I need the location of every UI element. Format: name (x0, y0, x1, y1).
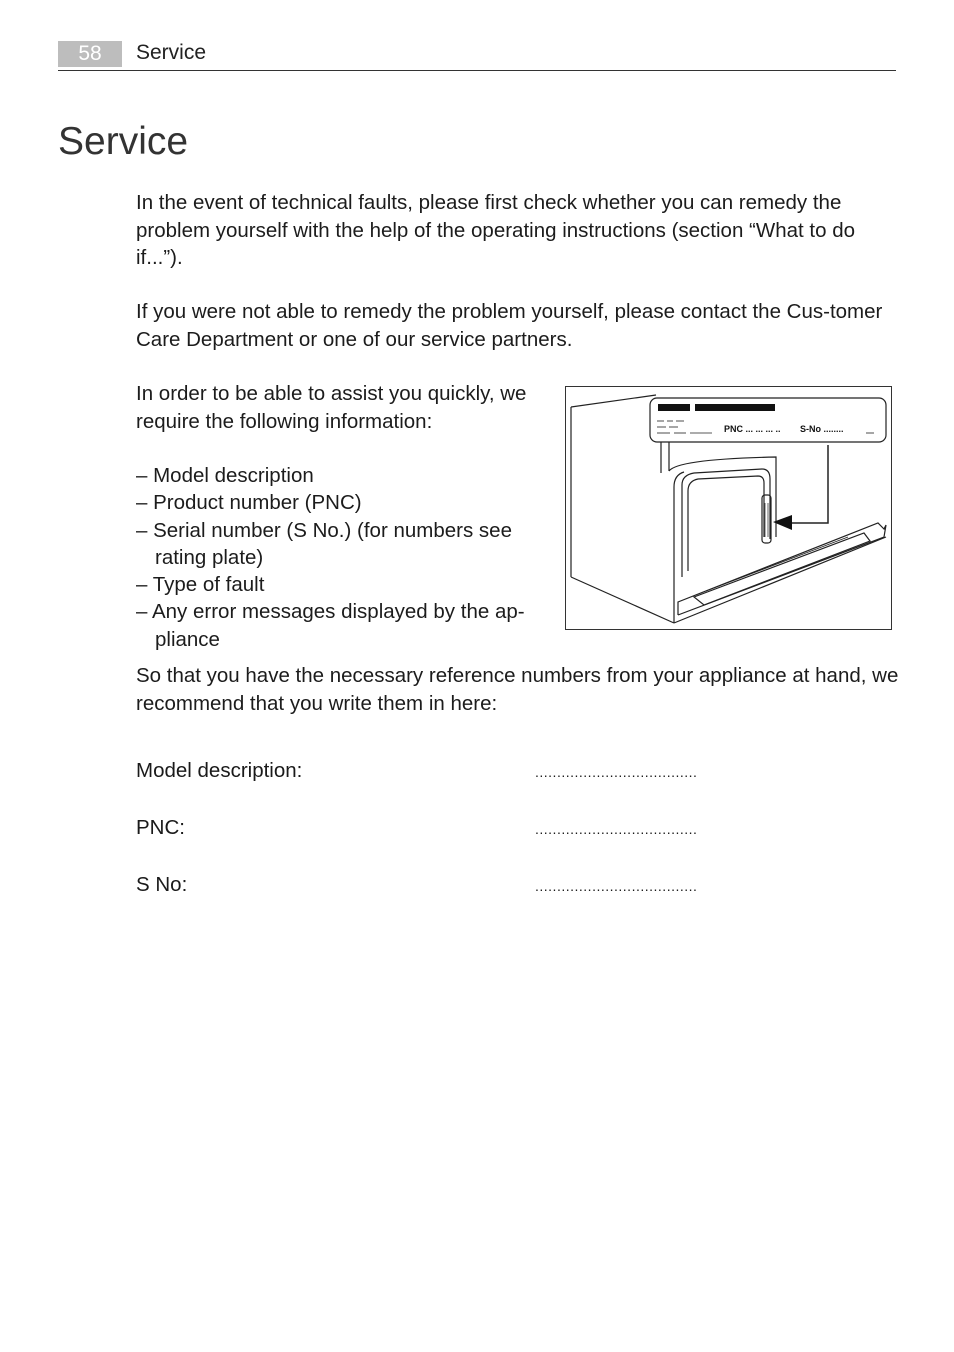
pnc-blank: ..................................... (535, 821, 698, 837)
intro-paragraph: In the event of technical faults, please first check whether you can remedy the problem yourself with the help of the operating instructions (section “What to do if...”). (136, 191, 856, 269)
list-item: – Model description (136, 464, 314, 487)
reference-paragraph: So that you have the necessary reference numbers from your appliance at hand, we recommend that you write them in here: (136, 664, 899, 715)
info-request-paragraph: In order to be able to assist you quickly, we require the following information: (136, 382, 527, 433)
model-description-label: Model description: (136, 759, 303, 782)
page-header (58, 40, 896, 71)
list-item: – Product number (PNC) (136, 491, 362, 515)
oven-illustration (566, 387, 891, 629)
list-item: – Type of fault (136, 573, 265, 597)
list-item: – Serial number (S No.) (for numbers see rating plate) (136, 518, 512, 569)
page-number: 58 (58, 41, 122, 67)
serial-number-blank: ..................................... (535, 878, 698, 894)
pnc-row (136, 814, 736, 844)
header-section-name: Service (136, 41, 207, 64)
required-info-list (136, 462, 556, 653)
plate-pnc-label: PNC ... ... ... .. (724, 424, 781, 434)
serial-number-row (136, 871, 736, 901)
page-title: Service (58, 120, 189, 163)
rating-plate-figure (565, 386, 892, 630)
plate-sno-label: S-No ........ (800, 424, 844, 434)
list-item: – Any error messages displayed by the ap-pliance (136, 600, 525, 651)
model-description-blank: ..................................... (535, 764, 698, 780)
contact-paragraph: If you were not able to remedy the problem yourself, please contact the Cus-tomer Care Department or one of our service partners. (136, 300, 883, 351)
pnc-label: PNC: (136, 816, 185, 839)
model-description-row (136, 757, 736, 787)
serial-number-label: S No: (136, 873, 188, 896)
